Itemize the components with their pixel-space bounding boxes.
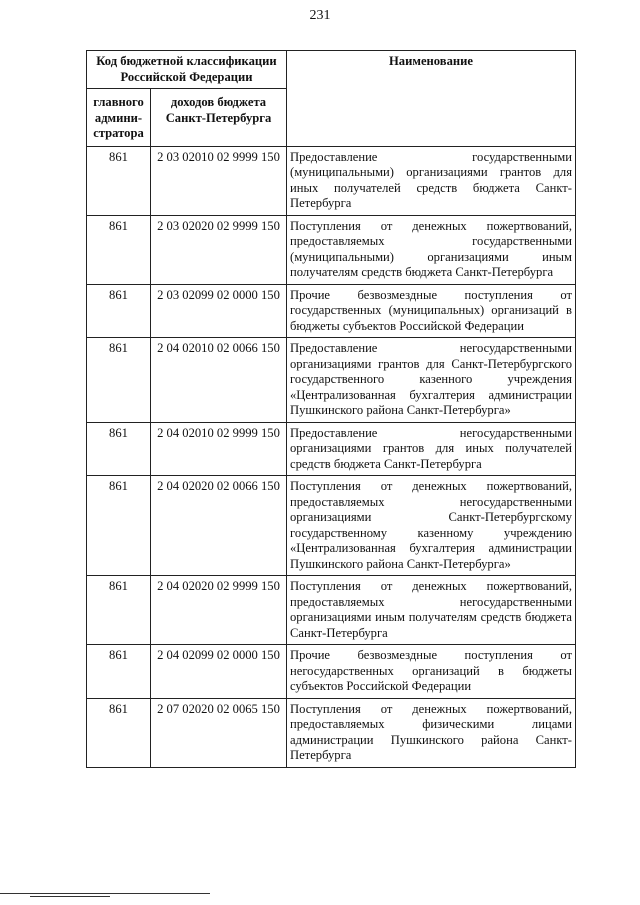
table-row xyxy=(87,576,576,645)
name-cell: Прочие безвозмездные поступления от негосударственных организаций в бюджеты субъектов Российской Федерации xyxy=(287,645,576,699)
income-code-cell: 2 04 02099 02 0000 150 xyxy=(151,645,287,699)
admin-code-cell: 861 xyxy=(87,576,151,645)
income-code-cell: 2 07 02020 02 0065 150 xyxy=(151,698,287,767)
header-name: Наименование xyxy=(287,51,576,147)
table-row xyxy=(87,338,576,423)
name-cell: Поступления от денежных пожертвований, предоставляемых негосударственными организациями иным получателям средств бюджета Санкт-Петербурга xyxy=(287,576,576,645)
admin-code-cell: 861 xyxy=(87,284,151,338)
income-code-cell: 2 03 02099 02 0000 150 xyxy=(151,284,287,338)
admin-code-cell: 861 xyxy=(87,476,151,576)
admin-code-cell: 861 xyxy=(87,422,151,476)
income-code-cell: 2 04 02010 02 0066 150 xyxy=(151,338,287,423)
budget-classification-table xyxy=(86,50,576,768)
name-cell: Прочие безвозмездные поступления от государственных (муниципальных) организаций в бюджеты субъектов Российской Федерации xyxy=(287,284,576,338)
table-row xyxy=(87,215,576,284)
admin-code-cell: 861 xyxy=(87,698,151,767)
scan-artifact-line xyxy=(30,896,110,897)
income-code-cell: 2 04 02020 02 0066 150 xyxy=(151,476,287,576)
admin-code-cell: 861 xyxy=(87,645,151,699)
table-row xyxy=(87,422,576,476)
income-code-cell: 2 04 02020 02 9999 150 xyxy=(151,576,287,645)
name-cell: Поступления от денежных пожертвований, предоставляемых государственными (муниципальными) организациями иным получателям средств бюджета Санкт-Петербурга xyxy=(287,215,576,284)
header-budget-income: доходов бюджета Санкт-Петербурга xyxy=(151,89,287,147)
table-row xyxy=(87,146,576,215)
admin-code-cell: 861 xyxy=(87,146,151,215)
income-code-cell: 2 04 02010 02 9999 150 xyxy=(151,422,287,476)
header-classification-code: Код бюджетной классификации Российской Федерации xyxy=(87,51,287,89)
scan-artifact-line xyxy=(0,893,210,894)
name-cell: Предоставление негосударственными организациями грантов для иных получателей средств бюджета Санкт-Петербурга xyxy=(287,422,576,476)
header-row-top xyxy=(87,51,576,89)
name-cell: Предоставление государственными (муниципальными) организациями грантов для иных получателей средств бюджета Санкт-Петербурга xyxy=(287,146,576,215)
admin-code-cell: 861 xyxy=(87,215,151,284)
name-cell: Поступления от денежных пожертвований, предоставляемых негосударственными организациями Санкт-Петербургскому государственному казенному учреждению «Централизованная бухгалтерия администрации Пушкинского района Санкт-Петербурга» xyxy=(287,476,576,576)
income-code-cell: 2 03 02010 02 9999 150 xyxy=(151,146,287,215)
page-number: 231 xyxy=(309,8,331,23)
name-cell: Предоставление негосударственными организациями грантов для Санкт-Петербургского государственного казенного учреждения «Централизованная бухгалтерия администрации Пушкинского района Санкт-Петербурга» xyxy=(287,338,576,423)
income-code-cell: 2 03 02020 02 9999 150 xyxy=(151,215,287,284)
name-cell: Поступления от денежных пожертвований, предоставляемых физическими лицами администрации Пушкинского района Санкт-Петербурга xyxy=(287,698,576,767)
header-main-administrator: главного админи-стратора xyxy=(87,89,151,147)
admin-code-cell: 861 xyxy=(87,338,151,423)
table-row xyxy=(87,698,576,767)
table-row xyxy=(87,476,576,576)
table-row xyxy=(87,284,576,338)
table-row xyxy=(87,645,576,699)
